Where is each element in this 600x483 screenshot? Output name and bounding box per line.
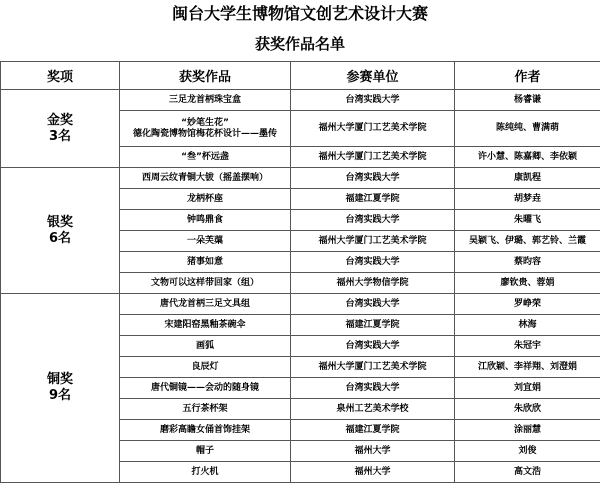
work-cell: 帽子 — [120, 441, 291, 462]
award-label: 铜奖 — [1, 372, 119, 388]
work-cell — [120, 111, 291, 147]
header-award: 奖项 — [1, 62, 120, 90]
award-label: 银奖 — [1, 215, 119, 231]
award-label: 金奖 — [1, 113, 119, 129]
author-cell: 杨睿谦 — [455, 90, 600, 111]
unit-cell: 台湾实践大学 — [291, 378, 455, 399]
work-cell: 三足龙首柄珠宝盒 — [120, 90, 291, 111]
author-cell: 陈纯纯、曹满萌 — [455, 111, 600, 147]
work-cell: 钟鸣鼎食 — [120, 210, 291, 231]
author-cell: 朱冠宇 — [455, 336, 600, 357]
work-cell: 西周云纹青铜大钹（摇盖摆响） — [120, 168, 291, 189]
unit-cell: 台湾实践大学 — [291, 252, 455, 273]
award-count: 6名 — [1, 231, 119, 247]
table-row — [1, 90, 600, 111]
document-title: 闽台大学生博物馆文创艺术设计大赛 — [0, 0, 600, 28]
table-row — [1, 168, 600, 189]
work-line: “妙笔生花” — [120, 118, 290, 129]
unit-cell: 福州大学 — [291, 441, 455, 462]
award-silver — [1, 168, 120, 294]
award-count: 9名 — [1, 388, 119, 404]
unit-cell: 福州大学 — [291, 462, 455, 483]
header-work: 获奖作品 — [120, 62, 291, 90]
unit-cell: 台湾实践大学 — [291, 90, 455, 111]
work-cell: 宋建阳窑黑釉茶碗伞 — [120, 315, 291, 336]
document-subtitle: 获奖作品名单 — [0, 31, 600, 57]
work-cell: 猪事如意 — [120, 252, 291, 273]
author-cell: 许小慧、陈嘉卿、李依颖 — [455, 147, 600, 168]
author-cell: 蔡昀容 — [455, 252, 600, 273]
header-unit: 参赛单位 — [291, 62, 455, 90]
award-gold — [1, 90, 120, 168]
author-cell: 高文浩 — [455, 462, 600, 483]
author-cell: 廖钦贵、蓉娟 — [455, 273, 600, 294]
unit-cell: 福州大学厦门工艺美术学院 — [291, 357, 455, 378]
author-cell: 林海 — [455, 315, 600, 336]
awards-table — [0, 61, 600, 483]
work-cell: “叁”杯远盏 — [120, 147, 291, 168]
work-cell: 良辰灯 — [120, 357, 291, 378]
unit-cell: 福州大学厦门工艺美术学院 — [291, 147, 455, 168]
unit-cell: 福建江夏学院 — [291, 189, 455, 210]
header-author: 作者 — [455, 62, 600, 90]
work-cell: 唐代龙首柄三足文具组 — [120, 294, 291, 315]
header-row — [1, 62, 600, 90]
author-cell: 朱曜飞 — [455, 210, 600, 231]
award-bronze — [1, 294, 120, 483]
unit-cell: 福州大学物信学院 — [291, 273, 455, 294]
work-cell: 画狐 — [120, 336, 291, 357]
table-row — [1, 294, 600, 315]
unit-cell: 台湾实践大学 — [291, 336, 455, 357]
work-cell: 龙柄杯座 — [120, 189, 291, 210]
author-cell: 朱欣欣 — [455, 399, 600, 420]
author-cell: 吴颖飞、伊璐、郭艺铃、兰霞 — [455, 231, 600, 252]
work-cell: 文物可以这样带回家（组） — [120, 273, 291, 294]
unit-cell: 福州大学厦门工艺美术学院 — [291, 111, 455, 147]
author-cell: 刘宜娟 — [455, 378, 600, 399]
author-cell: 刘俊 — [455, 441, 600, 462]
work-cell: 唐代铜镜——会动的随身镜 — [120, 378, 291, 399]
award-count: 3名 — [1, 129, 119, 145]
unit-cell: 台湾实践大学 — [291, 294, 455, 315]
unit-cell: 福建江夏学院 — [291, 315, 455, 336]
work-cell: 五行茶杯架 — [120, 399, 291, 420]
unit-cell: 台湾实践大学 — [291, 168, 455, 189]
unit-cell: 泉州工艺美术学校 — [291, 399, 455, 420]
unit-cell: 福建江夏学院 — [291, 420, 455, 441]
author-cell: 涂丽慧 — [455, 420, 600, 441]
work-cell: 打火机 — [120, 462, 291, 483]
unit-cell: 台湾实践大学 — [291, 210, 455, 231]
author-cell: 胡梦垚 — [455, 189, 600, 210]
work-cell: 一朵芙蕖 — [120, 231, 291, 252]
work-line: 德化陶瓷博物馆梅花杯设计——墨传 — [120, 129, 290, 140]
author-cell: 罗峥荣 — [455, 294, 600, 315]
author-cell: 康凯程 — [455, 168, 600, 189]
work-cell: 磨彩高瞻女俑首饰挂架 — [120, 420, 291, 441]
unit-cell: 福州大学厦门工艺美术学院 — [291, 231, 455, 252]
author-cell: 江欣颖、李祥翔、刘澄娟 — [455, 357, 600, 378]
